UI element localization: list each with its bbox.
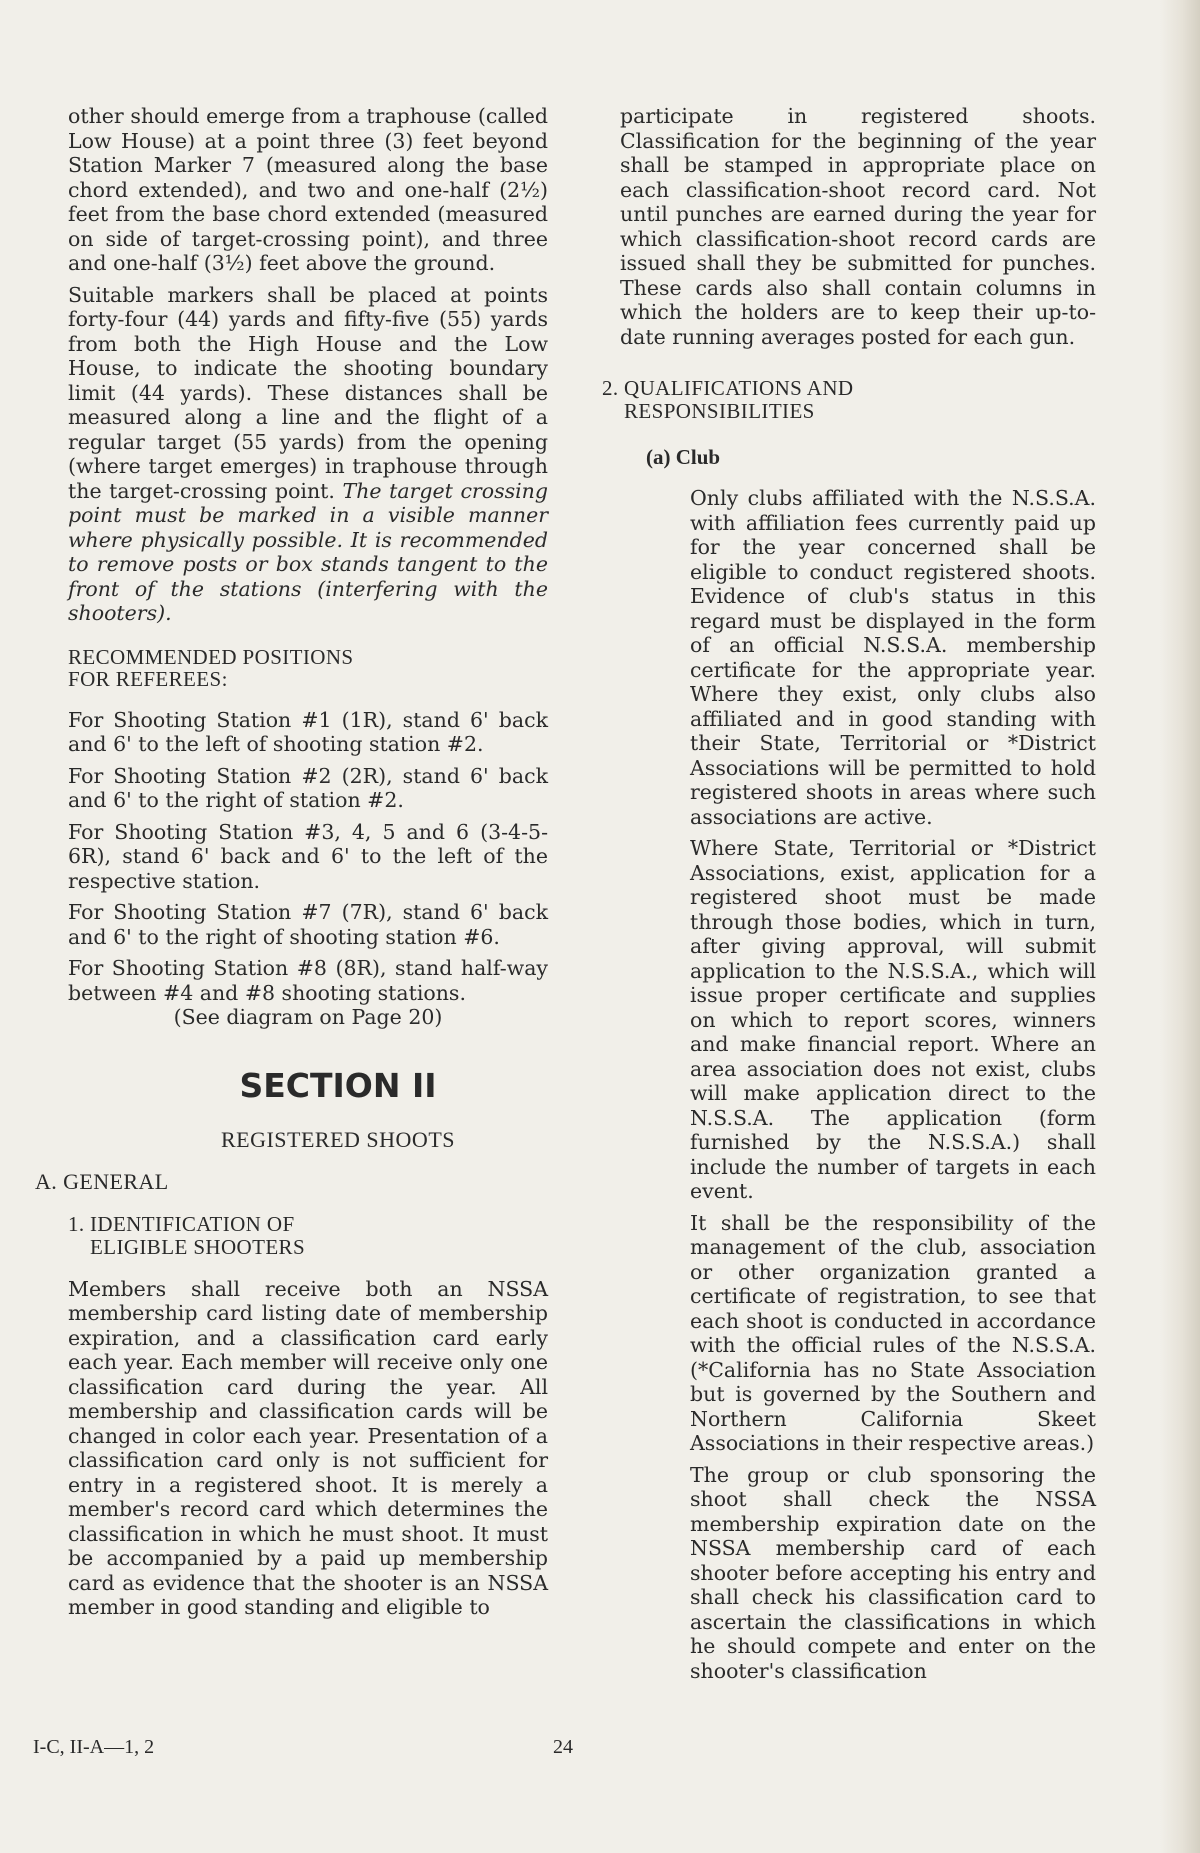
- referee-position: For Shooting Station #3, 4, 5 and 6 (3-4-5-6R), stand 6' back and 6' to the left of the respective station.: [68, 819, 548, 893]
- paragraph: Only clubs affiliated with the N.S.S.A. with affiliation fees currently paid up for the year concerned shall be eligible to conduct registered shoots. Evidence of club's status in this regard must be displayed in the form of an official N.S.S.A. membership certificate for the appropriate year. Where they exist, only clubs also affiliated and in good standing with their State, Territorial or *District Associations will be permitted to hold registered shoots in areas where such associations are active.: [690, 486, 1096, 829]
- referee-position: For Shooting Station #8 (8R), stand half-way between #4 and #8 shooting stations.: [68, 956, 548, 1005]
- referee-position: For Shooting Station #7 (7R), stand 6' back and 6' to the right of shooting station #6.: [68, 900, 548, 949]
- identification-heading: [68, 1213, 548, 1259]
- referee-position: For Shooting Station #1 (1R), stand 6' back and 6' to the left of shooting station #2.: [68, 707, 548, 756]
- italic-note: The target crossing point must be marked in a visible manner where physically possible. It is recommended to remove posts or box stands tangent to the front of the stations (interfering with the shooters).: [68, 478, 548, 625]
- page-edge-shadow: [1160, 0, 1200, 1853]
- paragraph: The group or club sponsoring the shoot shall check the NSSA membership expiration date on the NSSA membership card of each shooter before accepting his entry and shall check his classification card to ascertain the classifications in which he should compete and enter on the shooter's classification: [690, 1462, 1096, 1683]
- diagram-note: (See diagram on Page 20): [173, 1005, 443, 1029]
- paragraph: Where State, Territorial or *District Associations, exist, application for a registered shoot must be made through those bodies, which in turn, after giving approval, will submit application to the N.S.S.A., which will issue proper certificate and supplies on which to report scores, winners and make financial report. Where an area association does not exist, clubs will make application direct to the N.S.S.A. The application (form furnished by the N.S.S.A.) shall include the number of targets in each event.: [690, 836, 1096, 1203]
- heading-line: QUALIFICATIONS AND: [624, 376, 854, 400]
- members-paragraph: Members shall receive both an NSSA membership card listing date of membership expiration, and a classification card early each year. Each member will receive only one classification card during the year. All membership and classification cards will be changed in color each year. Presentation of a classification card only is not sufficient for entry in a registered shoot. It is merely a member's record card which determines the classification in which he must shoot. It must be accompanied by a paid up membership card as evidence that the shooter is an NSSA member in good standing and eligible to: [68, 1276, 548, 1619]
- heading-text: [624, 377, 853, 423]
- qualifications-heading: [602, 377, 1096, 423]
- page-number: 24: [553, 1736, 573, 1758]
- footer-section-ref: I-C, II-A—1, 2: [33, 1736, 155, 1758]
- club-body: [690, 486, 1096, 1683]
- referees-heading: [68, 646, 548, 690]
- heading-line: RESPONSIBILITIES: [624, 399, 815, 423]
- heading-text: [90, 1213, 305, 1259]
- heading-number: 1.: [68, 1211, 85, 1236]
- referee-position: For Shooting Station #2 (2R), stand 6' back and 6' to the right of station #2.: [68, 763, 548, 812]
- left-column: [35, 104, 548, 1627]
- registered-shoots-title: REGISTERED SHOOTS: [220, 1126, 455, 1152]
- general-heading: A. GENERAL: [35, 1168, 169, 1194]
- club-subheading: (a) Club: [646, 445, 721, 469]
- heading-line: FOR REFEREES:: [68, 666, 228, 691]
- heading-line: RECOMMENDED POSITIONS: [68, 644, 354, 669]
- heading-line: IDENTIFICATION OF: [90, 1211, 295, 1236]
- heading-number: 2.: [602, 376, 619, 400]
- paragraph: It shall be the responsibility of the management of the club, association or other organization granted a certificate of registration, to see that each shoot is conducted in accordance with the official rules of the N.S.S.A. (*California has no State Association but is governed by the Southern and Northern California Skeet Associations in their respective areas.): [690, 1210, 1096, 1455]
- section-title: SECTION II: [239, 1065, 437, 1105]
- paragraph: other should emerge from a traphouse (called Low House) at a point three (3) feet beyond Station Marker 7 (measured along the base chord extended), and two and one-half (2½) feet from the base chord extended (measured on side of target-crossing point), and three and one-half (3½) feet above the ground.: [68, 104, 548, 275]
- paragraph: participate in registered shoots. Classification for the beginning of the year shall be stamped in appropriate place on each classification-shoot record card. Not until punches are earned during the year for which classification-shoot record cards are issued shall they be submitted for punches. These cards also shall contain columns in which the holders are to keep their up-to-date running averages posted for each gun.: [620, 104, 1096, 349]
- heading-line: ELIGIBLE SHOOTERS: [90, 1234, 306, 1259]
- paragraph: [68, 283, 548, 626]
- right-column: [602, 104, 1096, 1690]
- markers-text: Suitable markers shall be placed at points forty-four (44) yards and fifty-five (55) yards from both the High House and the Low House, to indicate the shooting boundary limit (44 yards). These distances shall be measured along a line and the flight of a regular target (55 yards) from the opening (where target emerges) in traphouse through the target-crossing point.: [68, 282, 548, 503]
